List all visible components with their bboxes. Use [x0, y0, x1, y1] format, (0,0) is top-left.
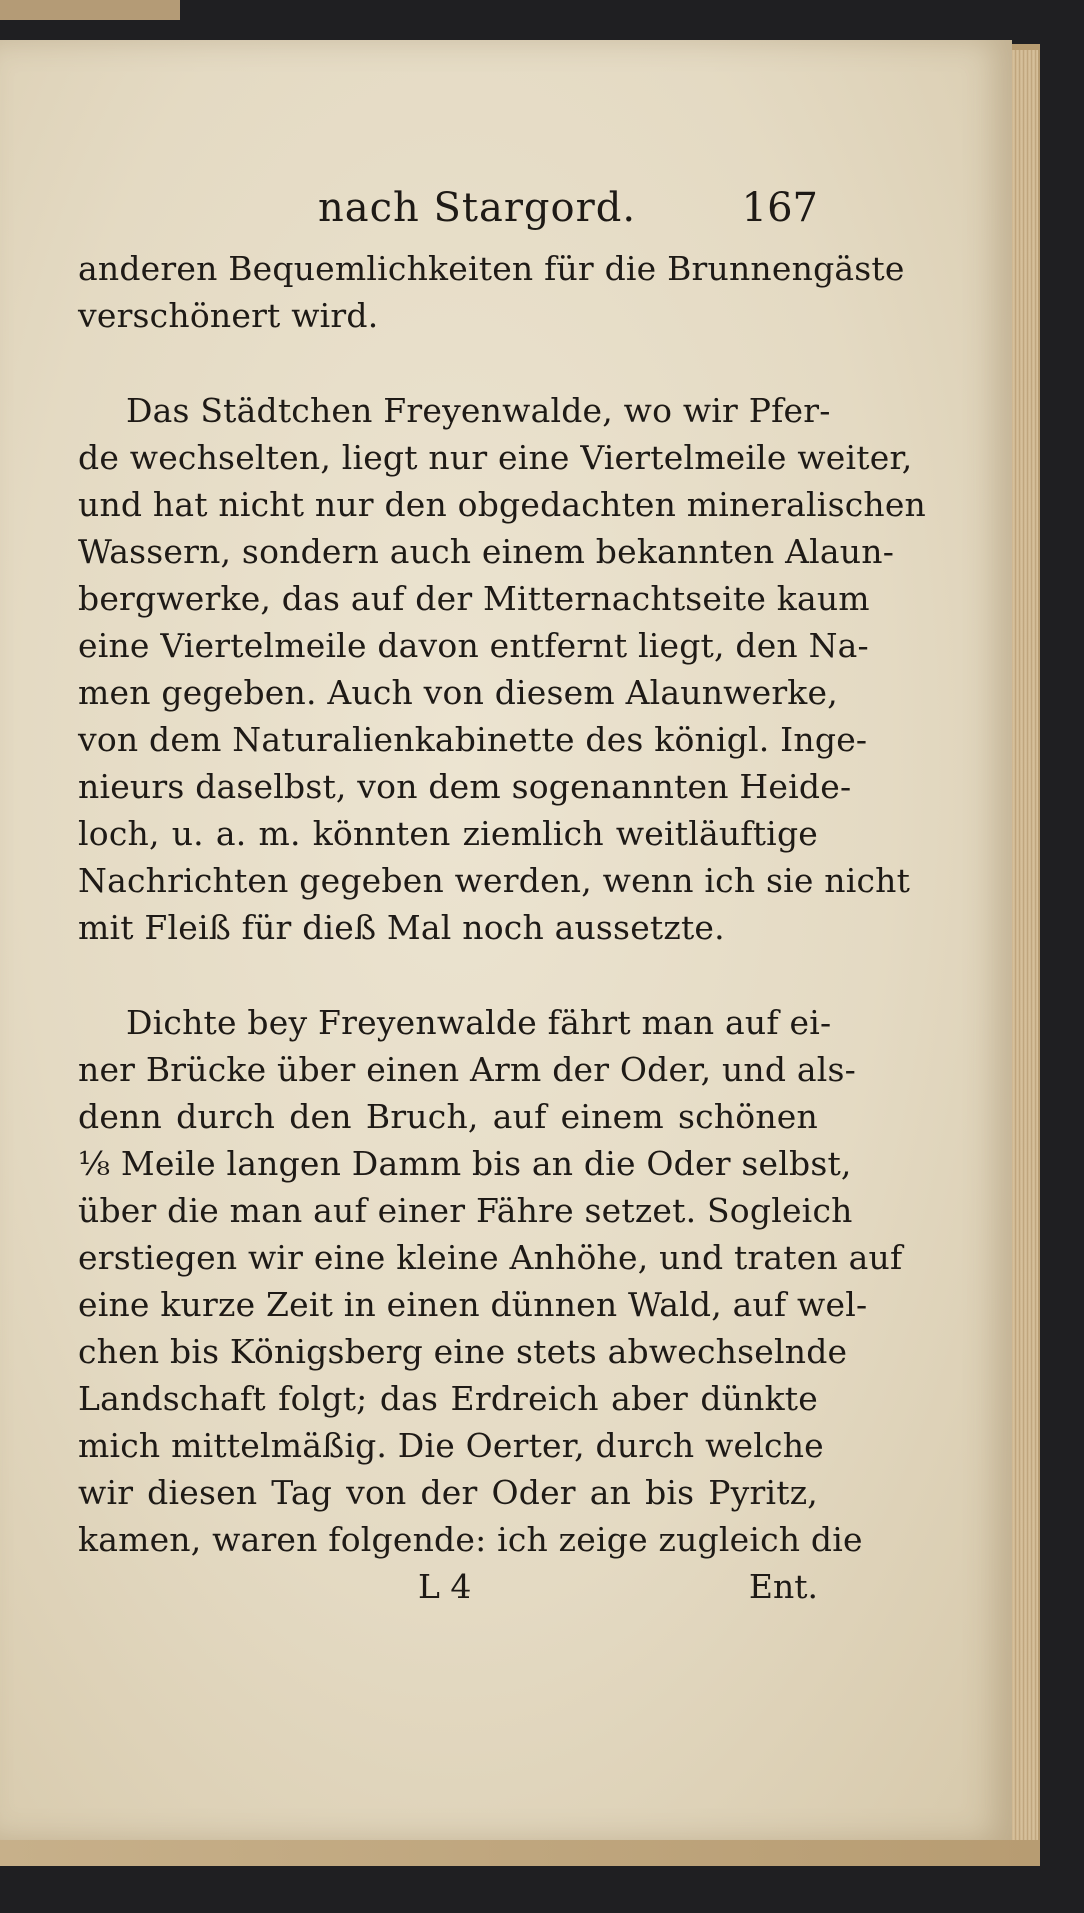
- signature-mark: L 4: [418, 1567, 472, 1606]
- catchword: Ent.: [748, 1567, 818, 1606]
- paragraph: [78, 999, 903, 1563]
- text-line: verschönert wird.: [78, 296, 379, 335]
- page-number: 167: [741, 185, 818, 231]
- text-line: denn durch den Bruch, auf einem schönen: [78, 1097, 818, 1136]
- text-line: mit Fleiß für dieß Mal noch aussetzte.: [78, 908, 725, 947]
- text-line: mich mittelmäßig. Die Oerter, durch welche: [78, 1426, 824, 1465]
- text-line: Nachrichten gegeben werden, wenn ich sie nicht: [78, 861, 911, 900]
- text-line: eine kurze Zeit in einen dünnen Wald, auf wel-: [78, 1285, 868, 1324]
- text-line: Das Städtchen Freyenwalde, wo wir Pfer-: [126, 391, 831, 430]
- text-line: eine Viertelmeile davon entfernt liegt, den Na-: [78, 626, 869, 665]
- text-line: von dem Naturalienkabinette des königl. Inge-: [78, 720, 868, 759]
- text-line: chen bis Königsberg eine stets abwechselnde: [78, 1332, 848, 1371]
- text-line: über die man auf einer Fähre setzet. Sogleich: [78, 1191, 853, 1230]
- text-line: de wechselten, liegt nur eine Viertelmeile weiter,: [78, 438, 913, 477]
- text-line: bergwerke, das auf der Mitternachtseite kaum: [78, 579, 870, 618]
- page-edges: [1008, 50, 1038, 1840]
- text-line: men gegeben. Auch von diesem Alaunwerke,: [78, 673, 838, 712]
- text-line: ⅛ Meile langen Damm bis an die Oder selbst,: [78, 1144, 852, 1183]
- page-footer: [78, 1567, 818, 1617]
- text-line: Landschaft folgt; das Erdreich aber dünkte: [78, 1379, 818, 1418]
- paragraph: [78, 245, 905, 339]
- page-text-block: [78, 185, 927, 1617]
- text-line: loch, u. a. m. könnten ziemlich weitläuftige: [78, 814, 818, 853]
- text-line: ner Brücke über einen Arm der Oder, und als-: [78, 1050, 856, 1089]
- text-line: Wassern, sondern auch einem bekannten Alaun-: [78, 532, 895, 571]
- text-line: erstiegen wir eine kleine Anhöhe, und traten auf: [78, 1238, 903, 1277]
- text-line: und hat nicht nur den obgedachten mineralischen: [78, 485, 927, 524]
- text-line: nieurs daselbst, von dem sogenannten Heide-: [78, 767, 852, 806]
- text-line: Dichte bey Freyenwalde fährt man auf ei-: [126, 1003, 832, 1042]
- page-header: [78, 185, 818, 245]
- paragraph: [78, 387, 927, 951]
- body-text: [78, 245, 927, 1563]
- previous-page-edge: [0, 0, 180, 20]
- text-line: wir diesen Tag von der Oder an bis Pyritz,: [78, 1473, 818, 1512]
- text-line: anderen Bequemlichkeiten für die Brunnengäste: [78, 249, 905, 288]
- text-line: kamen, waren folgende: ich zeige zugleich die: [78, 1520, 863, 1559]
- running-title: nach Stargord.: [318, 185, 637, 231]
